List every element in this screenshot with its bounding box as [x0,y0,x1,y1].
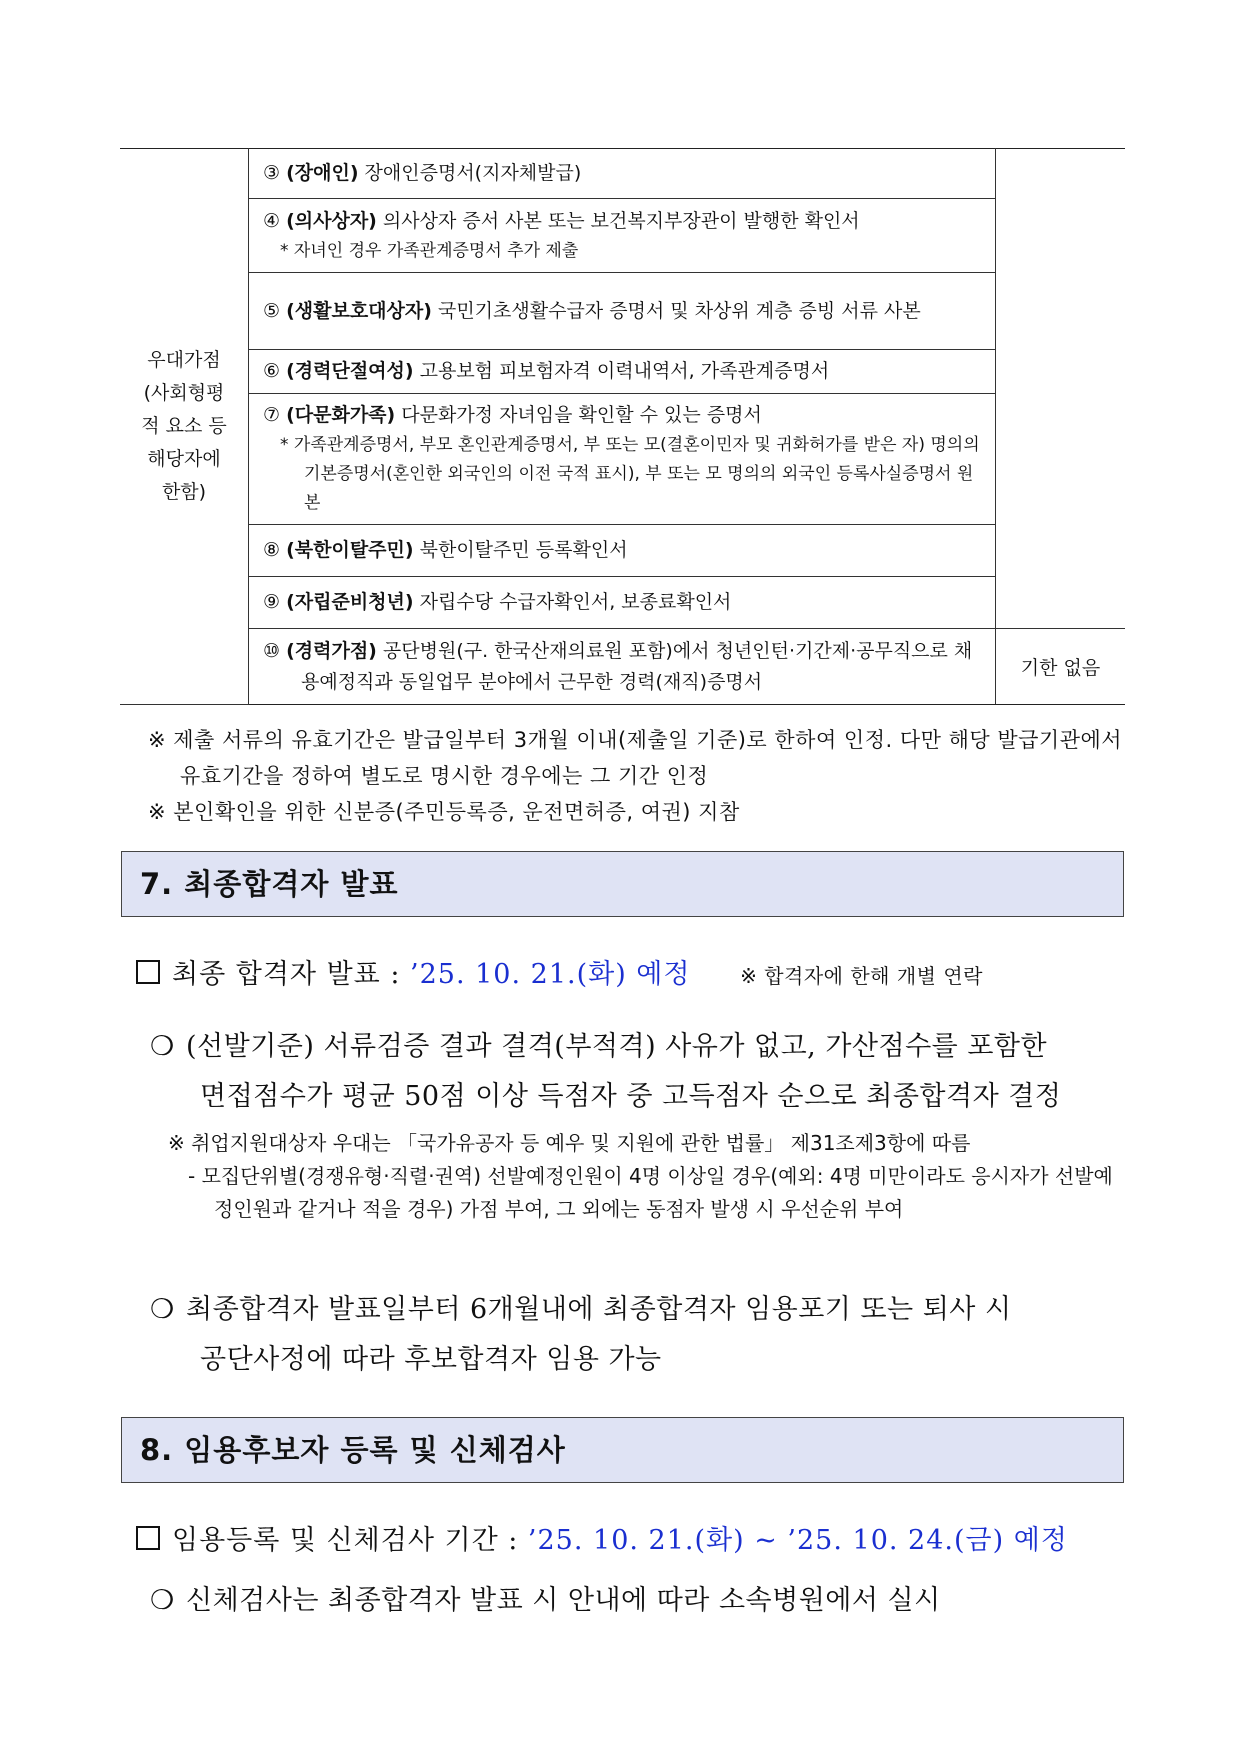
item-number: ⑦ [263,404,287,426]
period-cell: 기한 없음 [996,629,1126,705]
preference-dash-note: - 모집단위별(경쟁유형·직렬·권역) 선발예정인원이 4명 이상일 경우(예외: 4명 미만이라도 응시자가 선발예정인원과 같거나 적을 경우) 가점 부여, 그 외에는 동점자 발생 시 우선순위 부여 [188,1164,1113,1221]
checkbox-icon [136,960,160,984]
documents-table [120,148,1125,705]
criteria-line-1: (선발기준) 서류검증 결과 결격(부적격) 사유가 없고, 가산점수를 포함한 [186,1031,1048,1062]
table-row [120,273,1125,350]
item-description: 고용보험 피보험자격 이력내역서, 가족관계증명서 [413,360,830,382]
item-number: ⑩ [263,639,287,662]
item-note: * 자녀인 경우 가족관계증명서 추가 제출 [280,240,579,261]
item-label: (자립준비청년) [286,591,414,613]
table-row [120,577,1125,629]
reserve-line-1: 최종합격자 발표일부터 6개월내에 최종합격자 임용포기 또는 퇴사 시 [186,1294,1012,1325]
document-item [249,199,996,273]
document-item-text [263,636,981,698]
item-description: 자립수당 수급자확인서, 보종료확인서 [413,591,732,613]
table-remarks [148,722,1133,830]
item-label: (북한이탈주민) [286,539,414,561]
item-number: ⑧ [263,539,287,561]
section-8-header: 8. 임용후보자 등록 및 신체검사 [121,1417,1124,1483]
document-item-text [263,535,981,566]
remark-validity: ※ 제출 서류의 유효기간은 발급일부터 3개월 이내(제출일 기준)로 한하여 인정. 다만 해당 발급기관에서 유효기간을 정하여 별도로 명시한 경우에는 그 기간 인정 [148,728,1123,788]
item-note: * 가족관계증명서, 부모 혼인관계증명서, 부 또는 모(결혼이민자 및 귀화허가를 받은 자) 명의의 기본증명서(혼인한 외국인의 이전 국적 표시), 부 또는 모 명의의 외국인 등록사실증명서 원본 [280,435,980,513]
document-item [249,629,996,705]
item-label: (다문화가족) [286,404,396,426]
item-number: ⑤ [263,299,287,322]
document-item-text [263,206,981,237]
table-row [120,149,1125,199]
document-item [249,394,996,525]
preference-law-note: ※ 취업지원대상자 우대는 「국가유공자 등 예우 및 지원에 관한 법률」 제31조제3항에 따름 [168,1131,971,1155]
document-item-text [263,356,981,387]
item-number: ④ [263,209,287,232]
item-description: 의사상자 증서 사본 또는 보건복지부장관이 발행한 확인서 [376,209,860,232]
checkbox-icon [136,1526,160,1550]
reserve-line-2: 공단사정에 따라 후보합격자 임용 가능 [200,1344,662,1375]
category-cell: 우대가점 (사회형평 적 요소 등 해당자에 한함) [120,149,249,705]
document-item-text [263,587,981,618]
item-description: 국민기초생활수급자 증명서 및 차상위 계층 증빙 서류 사본 [431,299,921,322]
announce-note: ※ 합격자에 한해 개별 연락 [740,964,983,988]
document-item [249,525,996,577]
item-label: (경력단절여성) [286,360,414,382]
period-cell-empty [996,149,1126,629]
document-item [249,350,996,394]
item-description: 북한이탈주민 등록확인서 [413,539,628,561]
criteria-line-2: 면접점수가 평균 50점 이상 득점자 중 고득점자 순으로 최종합격자 결정 [200,1081,1062,1112]
document-item-text [263,296,981,327]
item-number: ⑥ [263,360,287,382]
physical-exam-paragraph [150,1576,1125,1626]
announce-date: ’25. 10. 21.(화) 예정 [410,959,691,990]
item-label: (의사상자) [286,209,377,232]
circle-bullet-icon: ❍ [150,1585,175,1616]
criteria-paragraph [150,1022,1125,1122]
section-7-header: 7. 최종합격자 발표 [121,851,1124,917]
registration-period-line [136,1518,1068,1557]
item-number: ③ [263,162,287,184]
remark-id: ※ 본인확인을 위한 신분증(주민등록증, 운전면허증, 여권) 지참 [148,800,740,824]
document-item [249,577,996,629]
table-row [120,350,1125,394]
item-description: 공단병원(구. 한국산재의료원 포함)에서 청년인턴·기간제·공무직으로 채용예정직과 동일업무 분야에서 근무한 경력(재직)증명서 [301,639,973,693]
document-item-text [263,158,981,189]
table-row [120,629,1125,705]
circle-bullet-icon: ❍ [150,1294,175,1325]
document-item-text [263,400,981,431]
registration-period-label: 임용등록 및 신체검사 기간 : [172,1525,528,1556]
announce-label: 최종 합격자 발표 : [172,959,411,990]
preference-notes [168,1127,1128,1226]
item-label: (장애인) [286,162,359,184]
announce-line [136,952,983,991]
table-row [120,199,1125,273]
reserve-paragraph [150,1285,1125,1385]
table-row [120,394,1125,525]
item-description: 장애인증명서(지자체발급) [358,162,582,184]
circle-bullet-icon: ❍ [150,1031,175,1062]
document-item [249,273,996,350]
registration-period-dates: ’25. 10. 21.(화) ~ ’25. 10. 24.(금) 예정 [527,1525,1068,1556]
item-label: (생활보호대상자) [286,299,432,322]
item-number: ⑨ [263,591,287,613]
document-item [249,149,996,199]
table-row [120,525,1125,577]
item-description: 다문화가정 자녀임을 확인할 수 있는 증명서 [395,404,762,426]
physical-exam-text: 신체검사는 최종합격자 발표 시 안내에 따라 소속병원에서 실시 [186,1585,941,1616]
item-label: (경력가점) [286,639,377,662]
